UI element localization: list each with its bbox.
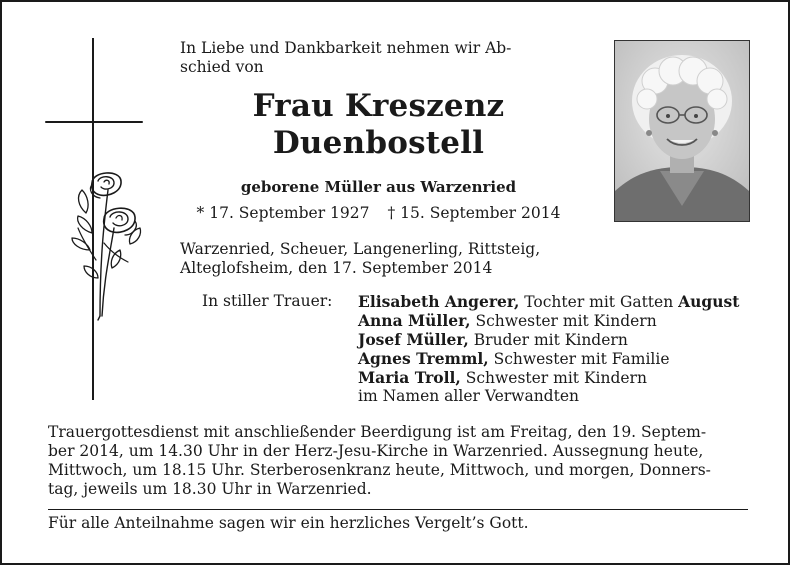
mourner-relation: im Namen aller Verwandten [358, 387, 579, 405]
intro-text [180, 39, 577, 77]
mourner-extra: August [678, 292, 740, 311]
cross-with-roses-icon [42, 38, 152, 400]
mourner-relation: Schwester mit Familie [493, 350, 670, 368]
mourner-name: Elisabeth Angerer, [358, 292, 520, 311]
mourner-row [358, 349, 750, 368]
intro-line: schied von [180, 58, 264, 76]
deceased-name [180, 88, 577, 162]
mourners-list [358, 292, 750, 406]
mourner-relation: Schwester mit Kindern [475, 312, 657, 330]
death-date: † 15. September 2014 [387, 204, 561, 222]
service-line: tag, jeweils um 18.30 Uhr in Warzenried. [48, 480, 372, 498]
name-line: Duenbostell [272, 125, 485, 161]
mourner-relation: Bruder mit Kindern [473, 331, 628, 349]
mourner-row [358, 311, 750, 330]
divider [48, 509, 748, 510]
mourner-row [358, 292, 750, 311]
place-and-date [180, 240, 577, 278]
birth-date: * 17. September 1927 [196, 204, 370, 222]
service-line: ber 2014, um 14.30 Uhr in der Herz-Jesu-Kirche in Warzenried. Aussegnung heute, [48, 442, 704, 460]
maiden-name: geborene Müller aus Warzenried [240, 178, 517, 196]
portrait-illustration [615, 41, 749, 221]
mourner-name: Maria Troll, [358, 368, 461, 387]
name-line: Frau Kreszenz [252, 88, 505, 124]
mourner-row [358, 330, 750, 349]
intro-line: In Liebe und Dankbarkeit nehmen wir Ab- [180, 39, 512, 57]
life-dates [180, 204, 577, 223]
place-line: Alteglofsheim, den 17. September 2014 [180, 259, 493, 277]
service-line: Mittwoch, um 18.15 Uhr. Sterberosenkranz heute, Mittwoch, und morgen, Donners- [48, 461, 711, 479]
mourning-label: In stiller Trauer: [202, 292, 333, 310]
mourner-name: Josef Müller, [358, 330, 469, 349]
mourner-row [358, 387, 750, 406]
mourner-row [358, 368, 750, 387]
portrait-photo [614, 40, 750, 222]
place-line: Warzenried, Scheuer, Langenerling, Rittsteig, [180, 240, 541, 258]
mourner-name: Anna Müller, [358, 311, 471, 330]
mourner-relation: Tochter mit Gatten [524, 293, 674, 311]
mourner-name: Agnes Tremml, [358, 349, 489, 368]
thanks-line: Für alle Anteilnahme sagen wir ein herzliches Vergelt’s Gott. [48, 514, 529, 532]
service-announcement [48, 423, 748, 499]
service-line: Trauergottesdienst mit anschließender Beerdigung ist am Freitag, den 19. Septem- [48, 423, 707, 441]
mourner-relation: Schwester mit Kindern [465, 369, 647, 387]
